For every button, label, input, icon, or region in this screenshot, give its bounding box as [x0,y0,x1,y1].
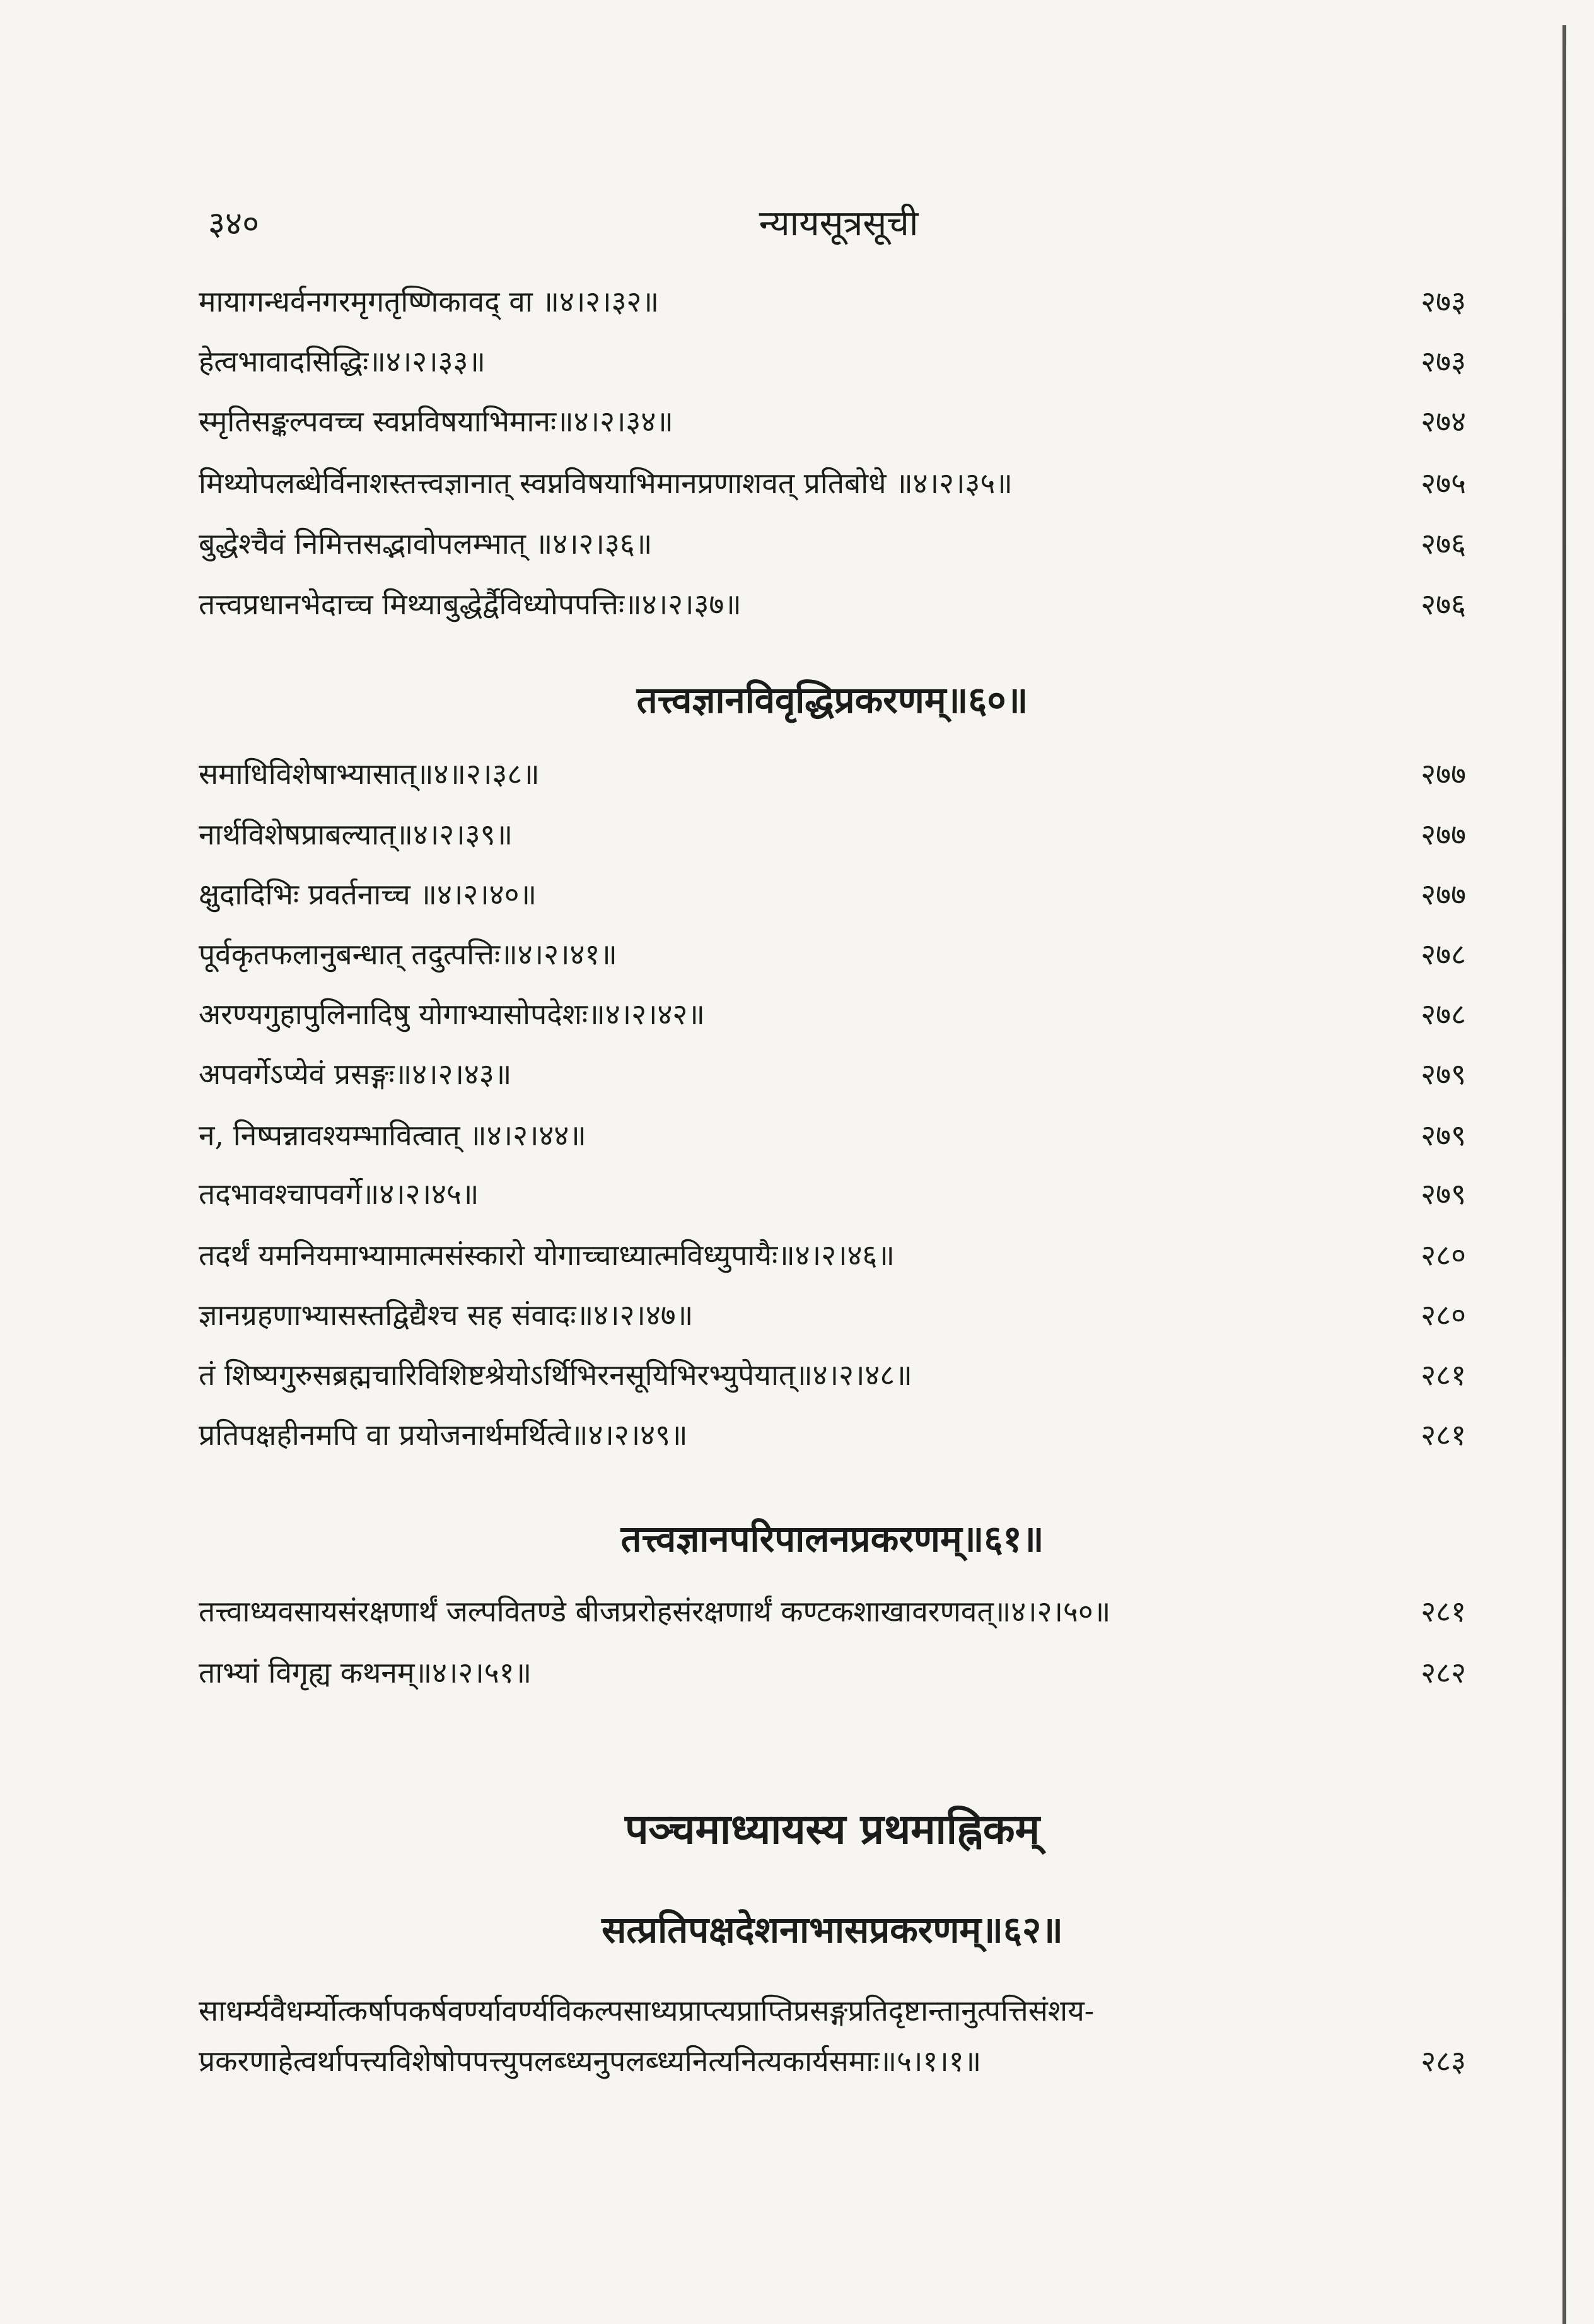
index-entry [199,1410,1466,1460]
page-number: ३४० [208,205,260,243]
index-entry [199,336,1466,387]
index-entry [199,579,1466,629]
index-entry [199,518,1466,569]
sutra-text: स्मृतिसङ्कल्पवच्च स्वप्नविषयाभिमानः॥४।२।३४॥ [199,404,673,438]
page-ref: २८० [1421,1298,1466,1332]
sutra-text: मायागन्धर्वनगरमृगतृष्णिकावद् वा ॥४।२।३२॥ [199,284,660,318]
sutra-text: तं शिष्यगुरुसब्रह्मचारिविशिष्टश्रेयोऽर्थिभिरनसूयिभिरभ्युपेयात्॥४।२।४८॥ [199,1358,912,1392]
sutra-text: क्षुदादिभिः प्रवर्तनाच्च ॥४।२।४०॥ [199,877,537,911]
index-entry [199,396,1466,447]
running-header [208,196,1469,252]
index-entry [199,1230,1466,1280]
page-ref: २७८ [1421,937,1466,971]
page-ref: २८२ [1421,1655,1466,1690]
index-entry [199,1110,1466,1160]
page-ref: २७४ [1421,404,1466,438]
page-ref: २७७ [1421,817,1466,851]
sutra-text: अपवर्गेऽप्येवं प्रसङ्गः॥४।२।४३॥ [199,1057,512,1091]
sutra-text: तत्त्वाध्यवसायसंरक्षणार्थं जल्पवितण्डे बीजप्ररोहसंरक्षणार्थं कण्टकशाखावरणवत्॥४।२।५०॥ [199,1594,1111,1628]
page-ref: २८१ [1421,1358,1466,1392]
index-entry [199,276,1466,327]
sutra-text-line-1: साधर्म्यवैधर्म्योत्कर्षापकर्षवर्ण्यावर्ण्यविकल्पसाध्यप्राप्त्यप्राप्तिप्रसङ्गप्रतिदृष्टान्तानुत्पत्तिसंशय- [199,1994,1095,2028]
sutra-text-line-2: प्रकरणाहेत्वर्थापत्त्यविशेषोपपत्त्युपलब्ध्यनुपलब्ध्यनित्यनित्यकार्यसमाः॥५।१।१॥ [199,2044,982,2078]
sutra-text: हेत्वभावादसिद्धिः॥४।२।३३॥ [199,344,486,378]
index-entry [199,1290,1466,1340]
index-entry [199,458,1466,508]
sutra-text: ज्ञानग्रहणाभ्यासस्तद्विद्यैश्च सह संवादः॥४।२।४७॥ [199,1298,694,1332]
sutra-text: प्रतिपक्षहीनमपि वा प्रयोजनार्थमर्थित्वे॥४।२।४९॥ [199,1418,688,1452]
sutra-text: बुद्धेश्चैवं निमित्तसद्भावोपलम्भात् ॥४।२।३६॥ [199,527,653,561]
sutra-text: ताभ्यां विगृह्य कथनम्॥४।२।५१॥ [199,1655,532,1690]
index-entry [199,869,1466,920]
sutra-text: नार्थविशेषप्राबल्यात्॥४।२।३९॥ [199,817,513,851]
section-heading: सत्प्रतिपक्षदेशनाभासप्रकरणम्॥६२॥ [602,1908,1063,1951]
index-entry [199,749,1466,799]
page-ref: २८० [1421,1238,1466,1272]
index-entry [199,1350,1466,1400]
page-ref: २७९ [1421,1118,1466,1152]
page-ref: २८३ [1421,2044,1466,2078]
sutra-text: तदभावश्चापवर्गे॥४।२।४५॥ [199,1177,479,1211]
page-ref: २७५ [1421,466,1466,500]
sutra-text: मिथ्योपलब्धेर्विनाशस्तत्त्वज्ञानात् स्वप्नविषयाभिमानप्रणाशवत् प्रतिबोधे ॥४।२।३५॥ [199,466,1013,500]
sutra-text: तदर्थं यमनियमाभ्यामात्मसंस्कारो योगाच्चाध्यात्मविध्युपायैः॥४।२।४६॥ [199,1238,895,1272]
section-heading: तत्त्वज्ञानविवृद्धिप्रकरणम्॥६०॥ [636,679,1028,721]
sutra-text: अरण्यगुहापुलिनादिषु योगाभ्यासोपदेशः॥४।२।४२॥ [199,997,705,1031]
page-ref: २७७ [1421,757,1466,791]
running-title: न्यायसूत्रसूची [759,203,919,244]
index-entry [199,1586,1466,1637]
page-ref: २८१ [1421,1418,1466,1452]
sutra-text: समाधिविशेषाभ्यासात्॥४॥२।३८॥ [199,757,540,791]
page-edge-shadow [1562,25,1566,2324]
index-entry [199,929,1466,979]
page-ref: २८१ [1421,1594,1466,1628]
index-entry-multiline [199,1985,1466,2086]
index-entry [199,809,1466,860]
page-ref: २७३ [1421,344,1466,378]
page-ref: २७९ [1421,1177,1466,1211]
index-entry [199,1169,1466,1219]
index-entry [199,1647,1466,1698]
page-ref: २७३ [1421,284,1466,318]
sutra-text: न, निष्पन्नावश्यम्भावित्वात् ॥४।२।४४॥ [199,1118,586,1152]
section-heading: तत्त्वज्ञानपरिपालनप्रकरणम्॥६१॥ [620,1517,1044,1560]
sutra-text: पूर्वकृतफलानुबन्धात् तदुत्पत्तिः॥४।२।४१॥ [199,937,617,971]
page-ref: २७९ [1421,1057,1466,1091]
sutra-text: तत्त्वप्रधानभेदाच्च मिथ्याबुद्धेर्द्वैविध्योपपत्तिः॥४।२।३७॥ [199,587,742,621]
page-ref: २७६ [1421,587,1466,621]
page-ref: २७८ [1421,997,1466,1031]
page-ref: २७७ [1421,877,1466,911]
index-entry [199,989,1466,1039]
chapter-heading: पञ्चमाध्यायस्य प्रथमाह्निकम् [624,1804,1040,1854]
index-entry [199,1049,1466,1099]
page-ref: २७६ [1421,527,1466,561]
